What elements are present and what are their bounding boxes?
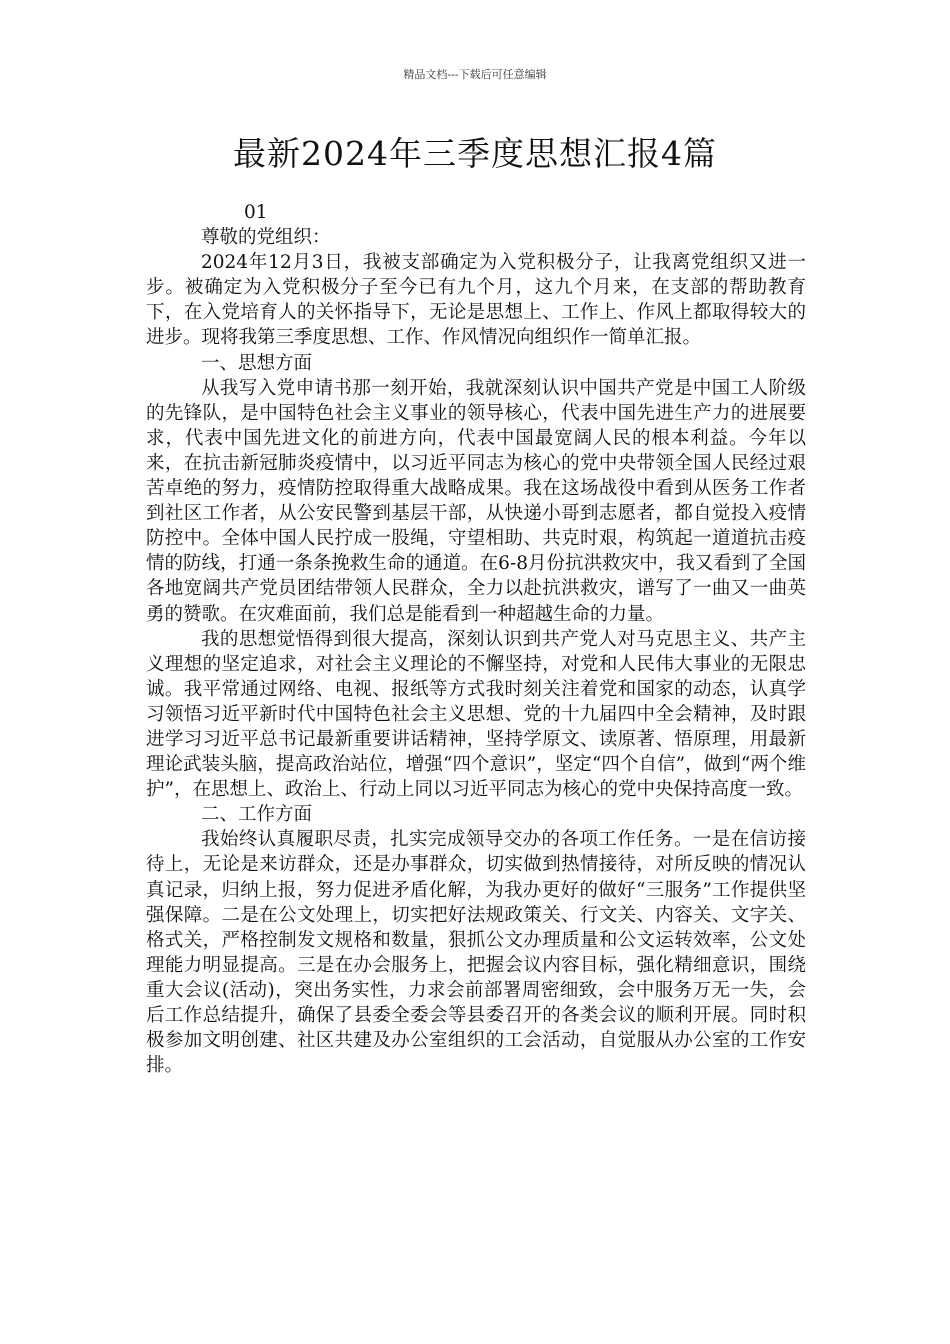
paragraph-thought-1: 从我写入党申请书那一刻开始，我就深刻认识中国共产党是中国工人阶级的先锋队，是中国特色社会主义事业的领导核心，代表中国先进生产力的进展要求，代表中国先进文化的前进方向，代表中国最宽阔人民的根本利益。今年以来，在抗击新冠肺炎疫情中，以习近平同志为核心的党中央带领全国人民经过艰苦卓绝的努力，疫情防控取得重大战略成果。我在这场战役中看到从医务工作者到社区工作者，从公安民警到基层干部，从快递小哥到志愿者，都自觉投入疫情防控中。全体中国人民拧成一股绳，守望相助、共克时艰，构筑起一道道抗击疫情的防线，打通一条条挽救生命的通道。在6-8月份抗洪救灾中，我又看到了全国各地宽阔共产党员团结带领人民群众，全力以赴抗洪救灾，谱写了一曲又一曲英勇的赞歌。在灾难面前，我们总是能看到一种超越生命的力量。 xyxy=(146,377,806,625)
salutation: 尊敬的党组织： xyxy=(201,227,331,249)
paragraph-work: 我始终认真履职尽责，扎实完成领导交办的各项工作任务。一是在信访接待上，无论是来访群众，还是办事群众，切实做到热情接待，对所反映的情况认真记录，归纳上报，努力促进矛盾化解，为我办更好的做好“三服务”工作提供坚强保障。二是在公文处理上，切实把好法规政策关、行文关、内容关、文字关、格式关，严格控制发文规格和数量，狠抓公文办理质量和公文运转效率，公文处理能力明显提高。三是在办会服务上，把握会议内容目标，强化精细意识，围绕重大会议(活动)，突出务实性，力求会前部署周密细致，会中服务万无一失，会后工作总结提升，确保了县委全委会等县委召开的各类会议的顺利开展。同时积极参加文明创建、社区共建及办公室组织的工会活动，自觉服从办公室的工作安排。 xyxy=(146,829,806,1077)
section-number: 01 xyxy=(244,202,268,223)
header-note: 精品文档---下载后可任意编辑 xyxy=(403,68,547,81)
paragraph-thought-2: 我的思想觉悟得到很大提高，深刻认识到共产党人对马克思主义、共产主义理想的坚定追求，对社会主义理论的不懈坚持，对党和人民伟大事业的无限忠诚。我平常通过网络、电视、报纸等方式我时刻关注着党和国家的动态，认真学习领悟习近平新时代中国特色社会主义思想、党的十九届四中全会精神，及时跟进学习习近平总书记最新重要讲话精神，坚持学原文、读原著、悟原理，用最新理论武装头脑，提高政治站位，增强“四个意识”，坚定“四个自信”，做到“两个维护”，在思想上、政治上、行动上同以习近平同志为核心的党中央保持高度一致。 xyxy=(146,628,806,801)
intro-paragraph: 2024年12月3日，我被支部确定为入党积极分子，让我离党组织又进一步。被确定为入党积极分子至今已有九个月，这九个月来，在支部的帮助教育下，在入党培育人的关怀指导下，无论是思想上、工作上、作风上都取得较大的进步。现将我第三季度思想、工作、作风情况向组织作一简单汇报。 xyxy=(146,252,806,349)
document-title: 最新2024年三季度思想汇报4篇 xyxy=(233,134,717,173)
document-body xyxy=(146,200,806,1078)
section-heading-thought: 一、思想方面 xyxy=(201,352,313,374)
section-heading-work: 二、工作方面 xyxy=(201,804,313,826)
